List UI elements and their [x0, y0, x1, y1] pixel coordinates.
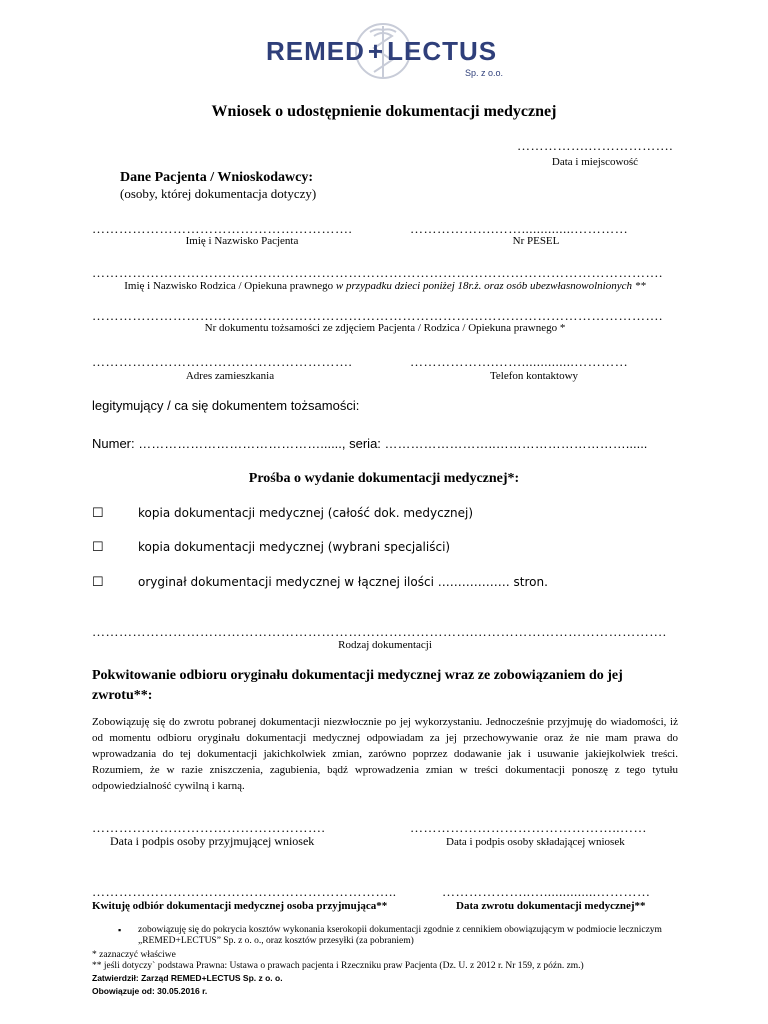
- patient-name-label: Imię i Nazwisko Pacjenta: [185, 235, 299, 247]
- handover-signature-dots: …………………………………………………………..: [92, 884, 397, 899]
- id-statement: legitymujący / ca się dokumentem tożsamości:: [92, 398, 360, 413]
- patient-subheading: (osoby, której dokumentacja dotyczy): [120, 186, 317, 201]
- parent-name-dots: ……………………………………………………………………………………………………………….: [92, 265, 663, 280]
- patient-heading: Dane Pacjenta / Wnioskodawcy:: [120, 170, 314, 185]
- date-place-dots: …………….……………….: [517, 138, 673, 153]
- logo-plus: +: [367, 36, 385, 66]
- address-label: Adres zamieszkania: [185, 370, 275, 382]
- doc-type-label: Rodzaj dokumentacji: [338, 639, 432, 651]
- valid-from: Obowiązuje od: 30.05.2016 r.: [92, 986, 208, 996]
- checkbox-selected-copy[interactable]: ☐: [92, 539, 104, 554]
- phone-label: Telefon kontaktowy: [489, 370, 579, 382]
- option-full-copy[interactable]: [92, 505, 652, 523]
- option-selected-copy[interactable]: [92, 539, 652, 557]
- option-original-label: oryginał dokumentacji medycznej w łącznej ilości ……………… stron.: [138, 575, 548, 589]
- date-place-label: Data i miejscowość: [551, 156, 639, 168]
- address-dots: ………………………………………………….: [92, 354, 353, 369]
- logo-subtext: Sp. z o.o.: [465, 68, 504, 78]
- option-full-copy-label: kopia dokumentacji medycznej (całość dok. medycznej): [138, 506, 474, 520]
- request-heading: Prośba o wydanie dokumentacji medycznej*:: [248, 471, 520, 486]
- checkbox-full-copy[interactable]: ☐: [92, 505, 104, 520]
- logo: [256, 18, 512, 84]
- applicant-signature-dots: ………………………………………..……: [410, 820, 647, 835]
- phone-dots: ……………….……..............…………: [410, 354, 629, 369]
- option-selected-copy-label: kopia dokumentacji medycznej (wybrani specjaliści): [138, 540, 451, 554]
- id-document-label: Nr dokumentu tożsamości ze zdjęciem Pacjenta / Rodzica / Opiekuna prawnego *: [204, 322, 566, 334]
- footnote-legal-basis: ** jeśli dotyczy` podstawa Prawna: Ustawa o prawach pacjenta i Rzeczniku praw Pacjenta (Dz. U. z 2012 r. Nr 159, z późn. zm.): [92, 961, 584, 971]
- approved-by: Zatwierdził: Zarząd REMED+LECTUS Sp. z o. o.: [92, 973, 283, 983]
- receipt-paragraph: Zobowiązuję się do zwrotu pobranej dokumentacji niezwłocznie po jej wykorzystaniu. Jednocześnie przyjmuję do wiadomości, iż od momentu odbioru oryginału dokumentacji medycznej odpowiadam za jej przechowywanie oraz że nie mam prawa do wprowadzania do tej dokumentacji jakichkolwiek zmian, zarówno poprzez dodawanie jak i usuwanie jakiejkolwiek treści. Rozumiem, że w razie zniszczenia, zagubienia, bądź wprowadzenia zmian w treści dokumentacji ponoszę z tego tytułu odpowiedzialność cywilną i karną.: [92, 716, 678, 792]
- bullet-icon: ▪: [118, 925, 122, 935]
- handover-signature-label: Kwituję odbiór dokumentacji medycznej osoba przyjmująca**: [92, 900, 388, 912]
- return-date-dots: ………………..…..............…………: [442, 884, 651, 899]
- id-document-dots: ……………………………………………………………………………………………………………….: [92, 308, 663, 323]
- footnote-mark-choice: * zaznaczyć właściwe: [92, 950, 176, 960]
- pesel-dots: ……………….……..............…………: [410, 221, 629, 236]
- patient-name-dots: ………………………………………………….: [92, 221, 353, 236]
- applicant-signature-label: Data i podpis osoby składającej wniosek: [446, 836, 625, 848]
- parent-name-label: [92, 280, 678, 292]
- return-date-label: Data zwrotu dokumentacji medycznej**: [456, 900, 646, 912]
- receipt-heading: Pokwitowanie odbioru oryginału dokumentacji medycznej wraz ze zobowiązaniem do jej zwrotu**:: [92, 668, 623, 703]
- cost-note-text: zobowiązuję się do pokrycia kosztów wykonania kserokopii dokumentacji zgodnie z cennikiem obowiązującym w podmiocie leczniczym „REMED+LECTUS” Sp. z o. o., oraz kosztów przesyłki (za pobraniem): [138, 925, 662, 946]
- receiver-signature-label: Data i podpis osoby przyjmującej wniosek: [110, 834, 315, 848]
- logo-text-left: REMED: [266, 36, 365, 66]
- number-series-line: Numer: ……………………………………......, seria: ……………………..…………………………......: [92, 436, 648, 451]
- parent-label-main: Imię i Nazwisko Rodzica / Opiekuna prawnego: [124, 280, 334, 292]
- logo-text-right: LECTUS: [387, 36, 498, 66]
- receiver-signature-dots: …………………………………………….: [92, 820, 326, 835]
- checkbox-original[interactable]: ☐: [92, 574, 104, 589]
- pesel-label: Nr PESEL: [512, 235, 560, 247]
- parent-label-note: w przypadku dzieci poniżej 18r.ż. oraz osób ubezwłasnowolnionych **: [335, 280, 646, 292]
- doc-type-dots: ………………………………………………………………………….…………………………………….: [92, 624, 667, 639]
- page-title: Wniosek o udostępnienie dokumentacji medycznej: [211, 103, 557, 120]
- option-original[interactable]: [92, 574, 652, 592]
